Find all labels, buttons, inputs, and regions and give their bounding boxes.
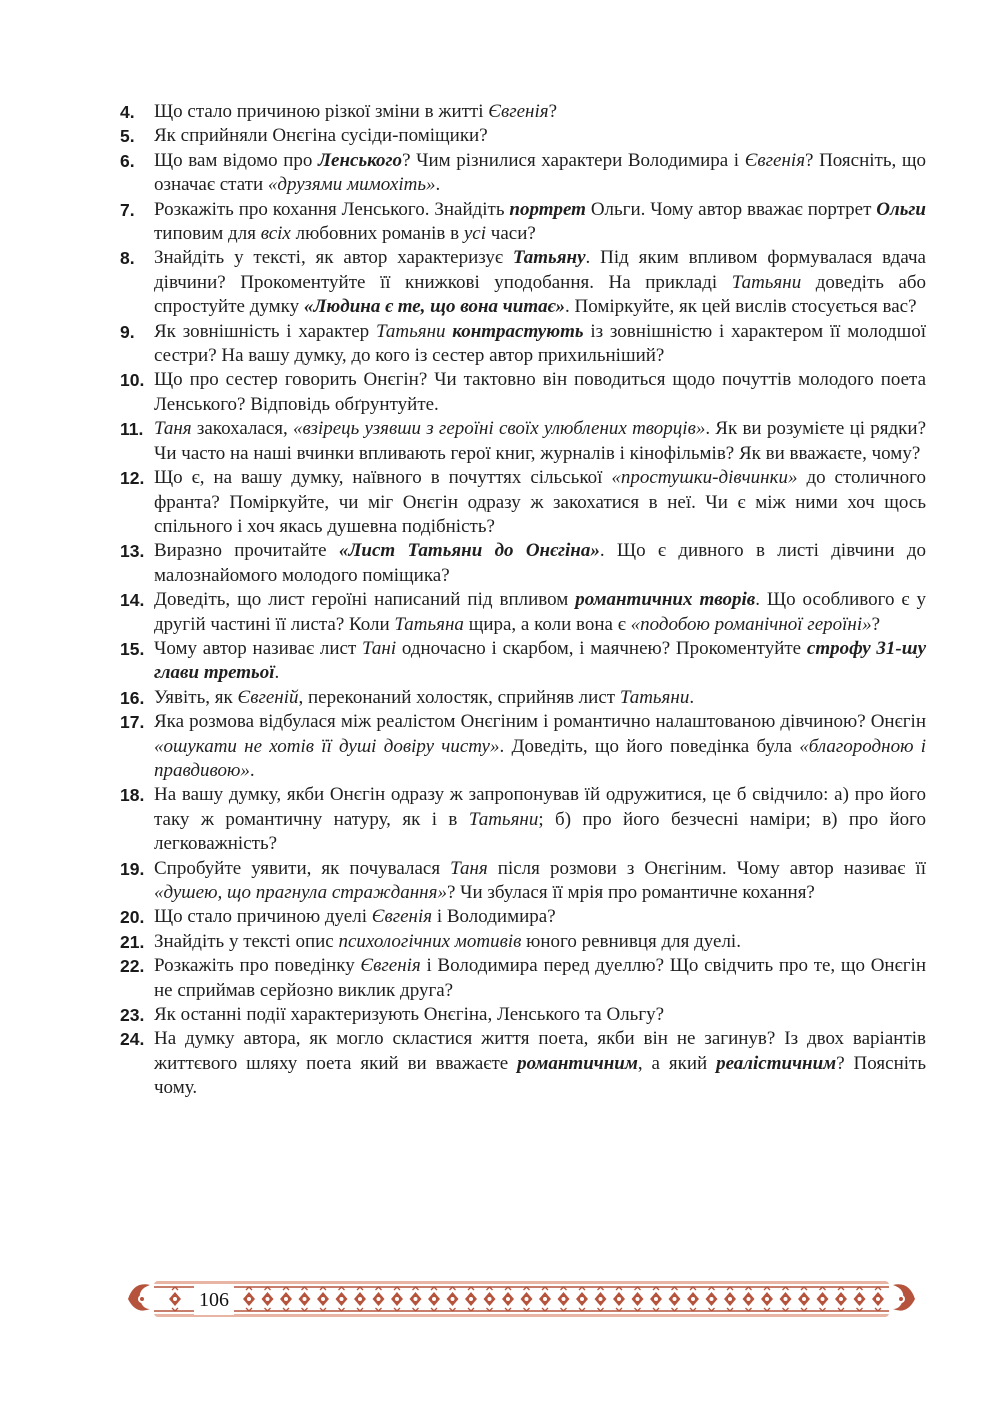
page-number: 106 (194, 1285, 234, 1315)
question-text: Таня закохалася, «взірець узявши з героїні своїх улюблених творців». Як ви розумієте ці рядки? Чи часто на наші вчинки впливають герої книг, журналів і кінофільмів? Як ви вважаєте, чому? (154, 418, 927, 464)
question-number: 7. (120, 199, 135, 220)
question-item (120, 783, 926, 856)
question-text: Що є, на вашу думку, наївного в почуттях сільської «простушки-дівчинки» до столичного франта? Поміркуйте, чи міг Онєгін одразу ж закохатися в неї. Чи є між ними хоч щось спільного і хоч якась душевна подібність? (154, 467, 926, 537)
question-item (120, 954, 926, 1003)
question-item (120, 857, 926, 906)
question-number: 11. (120, 419, 144, 440)
question-text: Яка розмова відбулася між реалістом Онєгіним і романтично налаштованою дівчиною? Онєгін «ошукати не хотів її душі довіру чисту». Доведіть, що його поведінка була «благородною і правдивою». (154, 711, 926, 781)
question-text: Що стало причиною дуелі Євгенія і Володимира? (154, 906, 556, 928)
question-item (120, 368, 926, 417)
question-number: 13. (120, 541, 145, 562)
question-item (120, 466, 926, 539)
question-number: 22. (120, 956, 145, 977)
question-item (120, 637, 926, 686)
question-text: Що стало причиною різкої зміни в житті Євгенія? (154, 101, 558, 122)
question-number: 9. (120, 321, 135, 342)
question-number: 20. (120, 907, 145, 928)
question-item (120, 320, 926, 369)
question-item (120, 1027, 926, 1100)
question-item (120, 930, 926, 954)
question-text: Як сприйняли Онєгіна сусіди-поміщики? (154, 125, 488, 147)
question-number: 24. (120, 1029, 145, 1050)
question-item (120, 149, 926, 198)
questions-list (120, 100, 926, 1101)
question-text: Уявіть, як Євгеній, переконаний холостяк, сприйняв лист Татьяни. (154, 686, 695, 708)
question-item (120, 198, 926, 247)
question-number: 6. (120, 150, 135, 171)
question-number: 5. (120, 126, 135, 147)
question-text: Що про сестер говорить Онєгін? Чи тактовно він поводиться щодо почуттів молодого поета Ленського? Відповідь обґрунтуйте. (154, 369, 926, 415)
question-text: На вашу думку, якби Онєгін одразу ж запропонував їй одружитися, це б свідчило: а) про його таку ж романтичну натуру, як і в Татьяни; б) про його безчесні наміри; в) про його легковажність? (154, 784, 926, 855)
question-item (120, 905, 926, 929)
question-text: На думку автора, як могло скластися життя поета, якби він не загинув? Із двох варіантів життєвого шляху поета який ви вважаєте романтичним, а який реалістичним? Поясніть чому. (154, 1028, 926, 1099)
question-item (120, 417, 926, 466)
question-text: Доведіть, що лист героїні написаний під впливом романтичних творів. Що особливого є у другій частині її листа? Коли Татьяна щира, а коли вона є «подобою романічної героїні»? (154, 589, 927, 635)
question-item (120, 588, 926, 637)
question-text: Знайдіть у тексті опис психологічних мотивів юного ревнивця для дуелі. (154, 930, 741, 952)
question-item (120, 246, 926, 319)
question-text: Знайдіть у тексті, як автор характеризує Татьяну. Під яким впливом формувалася вдача дівчини? Прокоментуйте її книжкові уподобання. На прикладі Татьяни доведіть або спростуйте думку «Людина є те, що вона читає». Поміркуйте, як цей вислів стосується вас? (154, 247, 926, 318)
question-number: 21. (120, 931, 145, 952)
page-footer-ornament (124, 1275, 919, 1323)
question-number: 12. (120, 468, 145, 489)
question-text: Що вам відомо про Ленського? Чим різнилися характери Володимира і Євгенія? Поясніть, що означає стати «друзями мимохіть». (154, 149, 926, 196)
question-item (120, 539, 926, 588)
question-text: Розкажіть про поведінку Євгенія і Володимира перед дуеллю? Що свідчить про те, що Онєгін не сприймав серйозно виклик друга? (154, 955, 926, 1001)
question-number: 19. (120, 858, 145, 879)
question-item (120, 100, 926, 124)
question-number: 14. (120, 590, 145, 611)
question-text: Розкажіть про кохання Ленського. Знайдіть портрет Ольги. Чому автор вважає портрет Ольги типовим для всіх любовних романів в усі часи? (154, 198, 926, 245)
ornament-border (124, 1275, 919, 1323)
question-text: Як зовнішність і характер Татьяни контрастують із зовнішністю і характером її молодшої сестри? На вашу думку, до кого із сестер автор прихильніший? (154, 320, 927, 367)
question-number: 8. (120, 248, 135, 269)
question-item (120, 686, 926, 710)
question-number: 4. (120, 102, 135, 122)
question-item (120, 1003, 926, 1027)
question-item (120, 710, 926, 783)
question-text: Як останні події характеризують Онєгіна, Ленського та Ольгу? (154, 1004, 665, 1026)
question-number: 16. (120, 687, 145, 708)
question-number: 10. (120, 370, 145, 391)
question-number: 18. (120, 785, 145, 806)
question-number: 17. (120, 712, 145, 733)
question-text: Спробуйте уявити, як почувалася Таня після розмови з Онєгіним. Чому автор називає її «душею, що прагнула страждання»? Чи збулася її мрія про романтичне кохання? (154, 857, 926, 903)
question-text: Чому автор називає лист Тані одночасно і скарбом, і маячнею? Прокоментуйте строфу 31-шу глави третьої. (154, 637, 926, 684)
question-number: 15. (120, 638, 145, 659)
question-item (120, 124, 926, 148)
question-number: 23. (120, 1005, 145, 1026)
question-text: Виразно прочитайте «Лист Татьяни до Онєгіна». Що є дивного в листі дівчини до малознайомого молодого поміщика? (154, 540, 926, 586)
